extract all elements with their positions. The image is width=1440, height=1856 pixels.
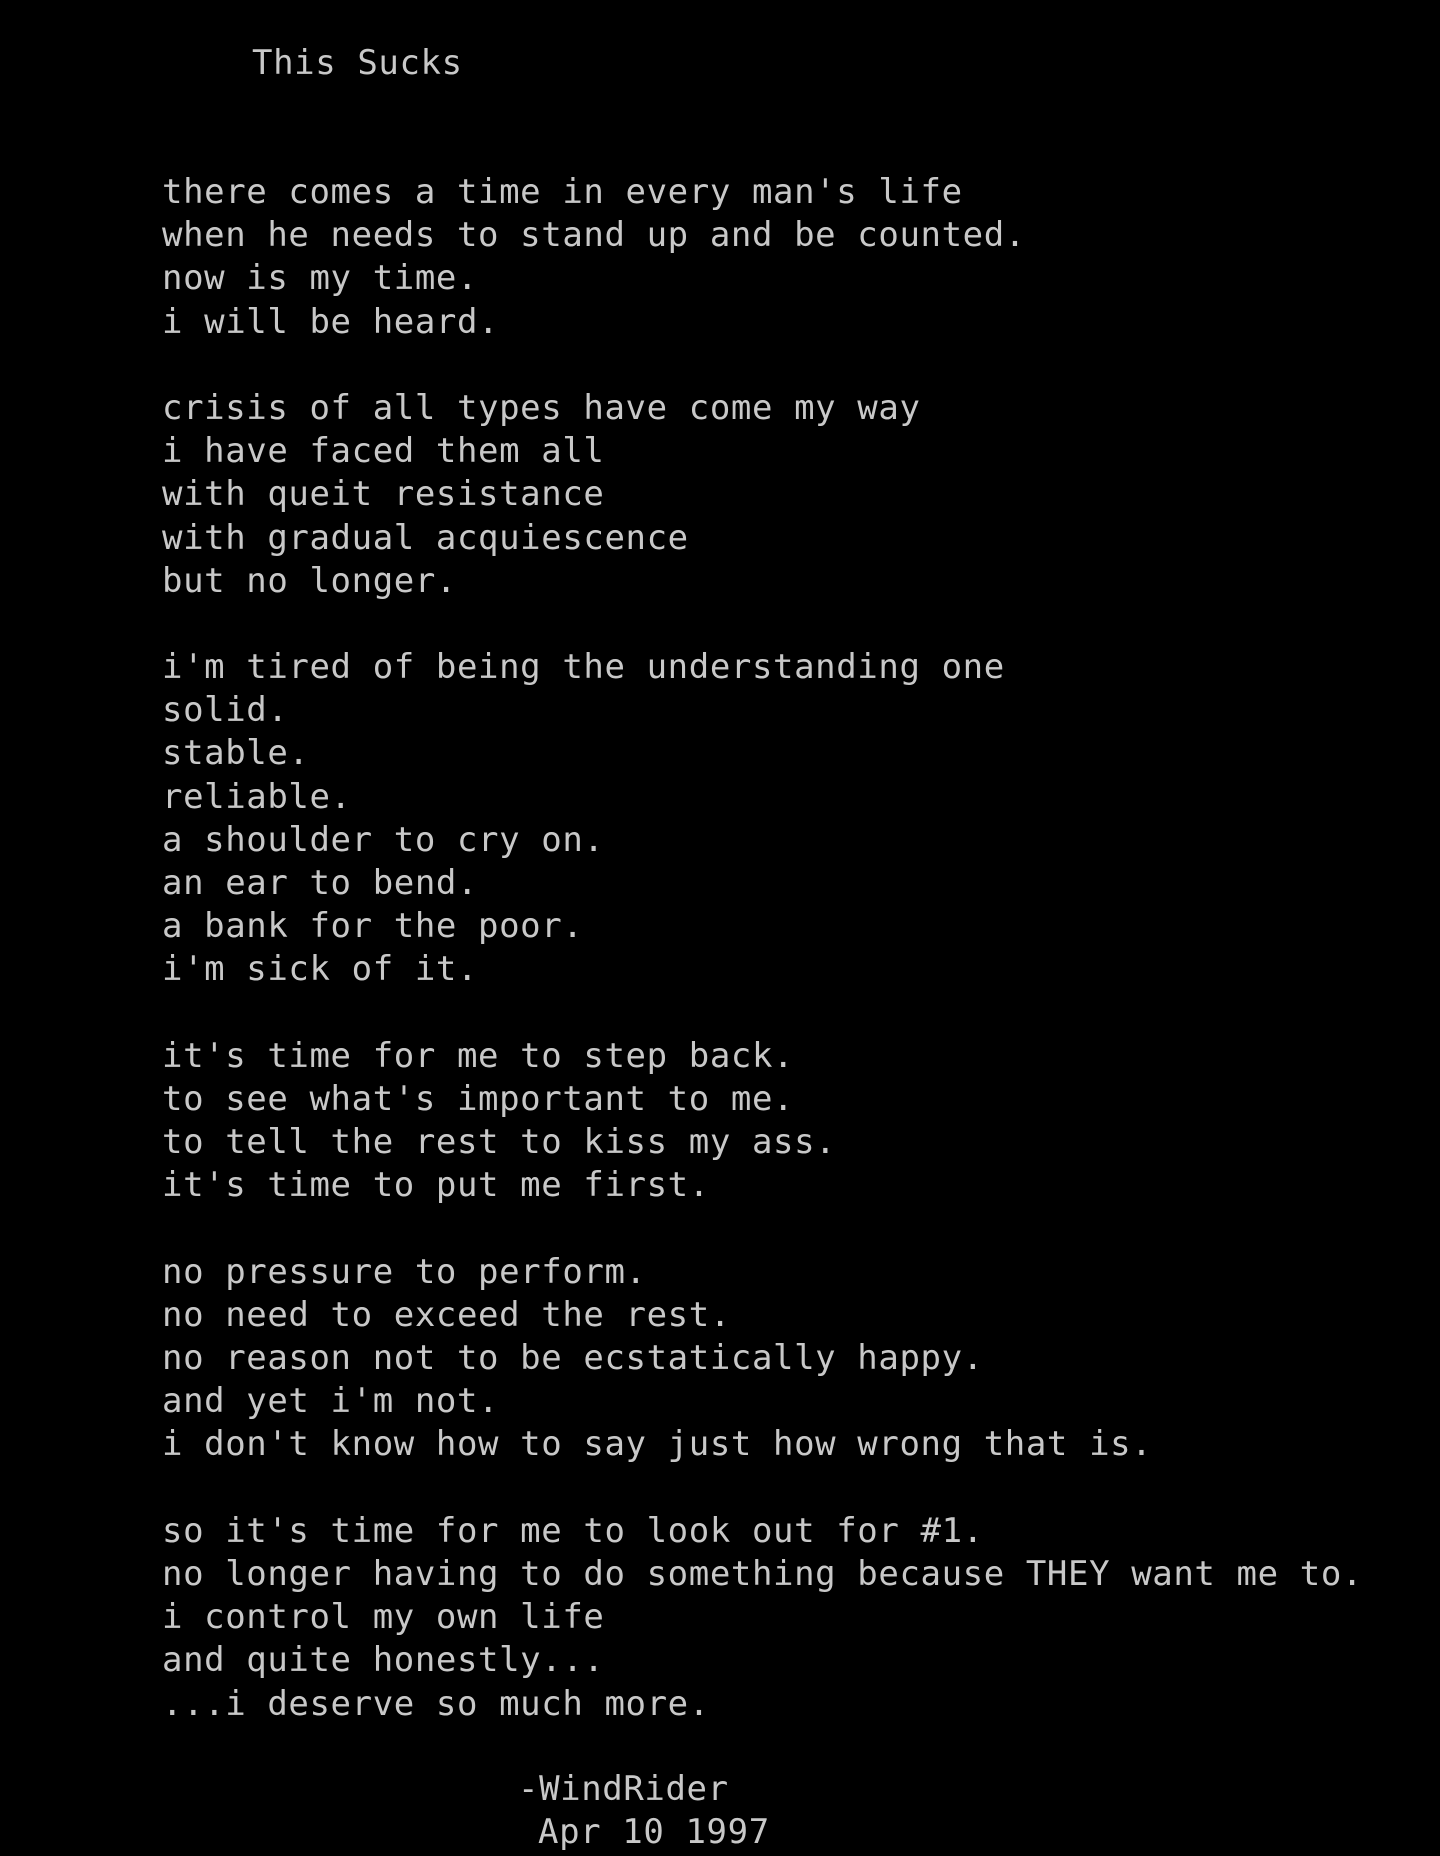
- poem-line: it's time to put me first.: [162, 1165, 710, 1206]
- poem-line: with queit resistance: [162, 474, 605, 515]
- poem-line: i have faced them all: [162, 431, 605, 472]
- stanza-gap: [162, 344, 1363, 387]
- signature: -WindRider: [518, 1769, 729, 1809]
- poem-line: with gradual acquiescence: [162, 517, 689, 558]
- stanza-gap: [162, 1208, 1363, 1251]
- poem-line: so it's time for me to look out for #1.: [162, 1510, 984, 1551]
- poem-line: a bank for the poor.: [162, 906, 584, 947]
- poem-title: This Sucks: [252, 43, 463, 83]
- poem-line: no need to exceed the rest.: [162, 1294, 731, 1335]
- date: Apr 10 1997: [538, 1812, 770, 1852]
- poem-line: i will be heard.: [162, 301, 500, 342]
- poem-line: solid.: [162, 690, 289, 731]
- poem-line: i don't know how to say just how wrong that is.: [162, 1424, 1153, 1465]
- stanza-gap: [162, 1467, 1363, 1510]
- poem-line: and yet i'm not.: [162, 1381, 500, 1422]
- poem-line: but no longer.: [162, 560, 457, 601]
- poem-line: i'm sick of it.: [162, 949, 479, 990]
- poem-line: there comes a time in every man's life: [162, 172, 963, 212]
- poem-line: an ear to bend.: [162, 863, 479, 903]
- poem-line: no longer having to do something because THEY want me to.: [162, 1554, 1363, 1594]
- poem-line: no reason not to be ecstatically happy.: [162, 1338, 984, 1379]
- poem-line: ...i deserve so much more.: [162, 1683, 710, 1724]
- poem-line: i'm tired of being the understanding one: [162, 647, 1005, 688]
- stanza-gap: [162, 992, 1363, 1035]
- poem-line: reliable.: [162, 776, 352, 817]
- poem-line: to tell the rest to kiss my ass.: [162, 1122, 837, 1163]
- stanza-gap: [162, 603, 1363, 646]
- poem-line: crisis of all types have come my way: [162, 387, 921, 428]
- poem-line: it's time for me to step back.: [162, 1035, 795, 1076]
- poem-line: when he needs to stand up and be counted.: [162, 215, 1026, 256]
- poem-line: to see what's important to me.: [162, 1078, 795, 1119]
- poem-line: no pressure to perform.: [162, 1251, 647, 1292]
- poem-line: i control my own life: [162, 1597, 605, 1638]
- poem-line: now is my time.: [162, 258, 479, 299]
- poem-line: a shoulder to cry on.: [162, 819, 605, 860]
- poem-line: and quite honestly...: [162, 1640, 605, 1681]
- poem-line: stable.: [162, 733, 310, 774]
- poem-body: [162, 171, 1363, 1726]
